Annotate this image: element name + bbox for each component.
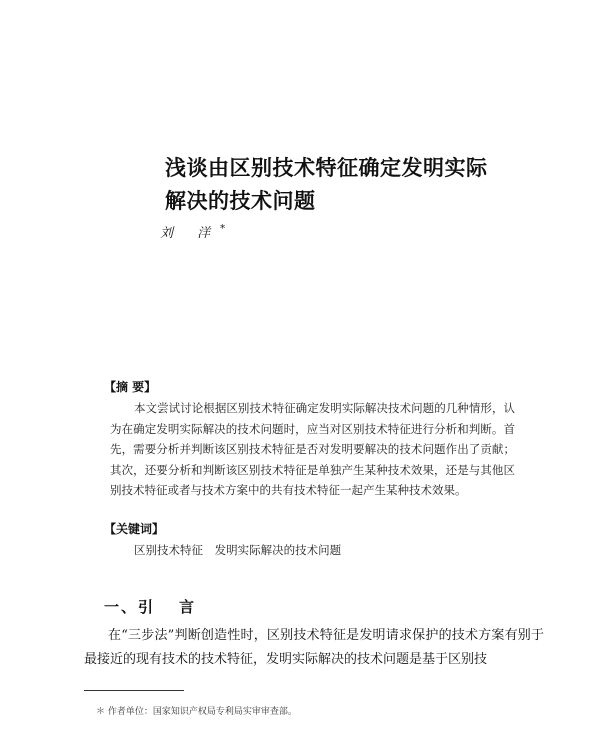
footnote-divider xyxy=(84,690,184,691)
keywords-text: 区别技术特征 发明实际解决的技术问题 xyxy=(134,543,342,557)
section-number: 一、引 xyxy=(104,598,156,616)
abstract-heading: 【摘 要】 xyxy=(104,380,157,394)
author-name: 刘 洋 xyxy=(160,226,221,241)
author-footnote-mark: * xyxy=(220,223,226,235)
paper-title xyxy=(165,152,545,218)
title-line-1: 浅谈由区别技术特征确定发明实际 xyxy=(165,156,488,180)
introduction-paragraph: 在“三步法”判断创造性时，区别技术特征是发明请求保护的技术方案有别于最接近的现有技术的技术特征，发明实际解决的技术问题是基于区别技 xyxy=(84,628,544,667)
keywords-heading: 【关键词】 xyxy=(104,522,165,536)
section-heading-introduction xyxy=(104,596,196,617)
footnote-text: ＊ 作者单位：国家知识产权局专利局实审审查部。 xyxy=(96,707,297,717)
section-title: 言 xyxy=(179,598,197,616)
author-line xyxy=(160,222,225,241)
title-line-2: 解决的技术问题 xyxy=(165,189,316,213)
abstract-text: 本文尝试讨论根据区别技术特征确定发明实际解决技术问题的几种情形，认为在确定发明实际解决的技术问题时，应当对区别技术特征进行分析和判断。首先，需要分析并判断该区别技术特征是否对发明要解决的技术问题作出了贡献；其次，还要分析和判断该区别技术特征是单独产生某种技术效果，还是与其他区别技术特征或者与技术方案中的共有技术特征一起产生某种技术效果。 xyxy=(110,401,515,497)
